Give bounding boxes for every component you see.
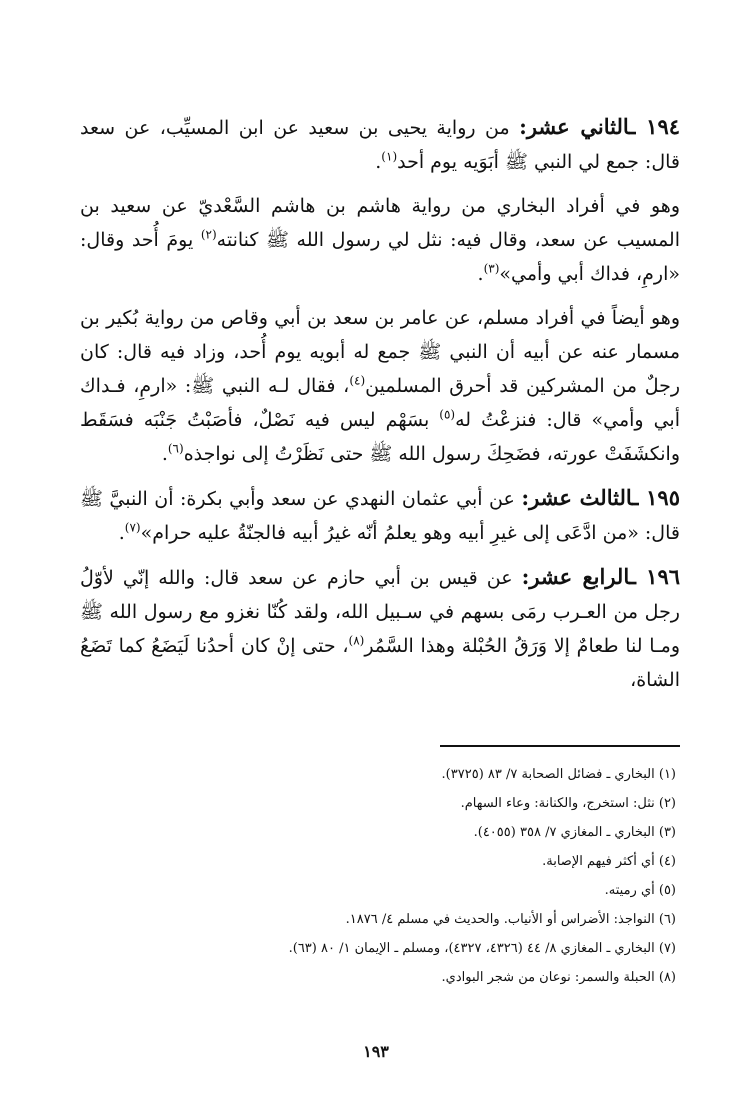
- footnote-ref: (٤): [349, 373, 366, 388]
- hadith-number: ١٩٤ ـ: [629, 114, 681, 139]
- paragraph-text: ، فقال لـه النبي ﷺ: «ارمِ، فـداك أبي وأمي» قال: فنزعْتُ له: [80, 375, 680, 431]
- paragraph-text: .: [161, 443, 168, 465]
- paragraph-text: .: [375, 151, 382, 173]
- hadith-heading: الثالث عشر:: [521, 485, 633, 510]
- footnote: (٤) أي أكثر فيهم الإصابة.: [542, 854, 676, 869]
- footnote-ref: (٦): [167, 441, 184, 456]
- footnote: (٣) البخاري ـ المغازي ٧/ ٣٥٨ (٤٠٥٥).: [473, 825, 676, 840]
- paragraph-text: عن قيس بن أبي حازم عن سعد قال: والله إنّي لأوّلُ رجل من العـرب رمَى بسهم في سـبيل الله، ولقد كُنّا نغزو مع رسول الله ﷺ ومـا لنا طعامٌ إلا وَرَقُ الحُبْلة وهذا السَّمُر: [80, 567, 681, 657]
- footnote: (٦) النواجذ: الأضراس أو الأنياب. والحديث في مسلم ٤/ ١٨٧٦.: [345, 912, 676, 927]
- page-number: ١٩٣: [363, 1042, 389, 1061]
- footnote-ref: (٢): [200, 227, 217, 242]
- footnote: (٧) البخاري ـ المغازي ٨/ ٤٤ (٤٣٢٦، ٤٣٢٧)، ومسلم ـ الإيمان ١/ ٨٠ (٦٣).: [288, 941, 676, 956]
- footnotes: [200, 760, 676, 992]
- footnote: (٢) نثل: استخرج، والكنانة: وعاء السهام.: [460, 796, 676, 811]
- hadith-heading: الرابع عشر:: [521, 564, 630, 589]
- paragraph-text: عن أبي عثمان النهدي عن سعد وأبي بكرة: أن النبيَّ ﷺ قال: «من ادَّعَى إلى غيرِ أبيه وهو يعلمُ أنّه غيرُ أبيه فالجنّةُ عليه حرام»: [80, 488, 680, 544]
- main-text: [80, 110, 680, 707]
- paragraph-text: .: [118, 522, 125, 544]
- hadith-number: ١٩٦ ـ: [629, 564, 681, 589]
- hadith-number: ١٩٥ ـ: [632, 485, 680, 510]
- paragraph-text: ، حتى إنْ كان أحدُنا لَيَضَعُ كما تَضَعُ الشاة،: [80, 635, 680, 691]
- paragraph-text: وهو في أفراد البخاري من رواية هاشم بن هاشم السَّعْديّ عن سعيد بن المسيب عن سعد، وقال فيه: نثل لي رسول الله ﷺ كنانته: [80, 195, 680, 251]
- footnote-ref: (٣): [483, 261, 500, 276]
- footnote: (١) البخاري ـ فضائل الصحابة ٧/ ٨٣ (٣٧٢٥).: [441, 767, 676, 782]
- footnote-ref: (١): [381, 149, 398, 164]
- footnote-divider: [440, 745, 680, 747]
- hadith-paragraph: [80, 560, 680, 697]
- footnote: (٨) الحبلة والسمر: نوعان من شجر البوادي.: [441, 970, 676, 985]
- paragraph-text: وهو أيضاً في أفراد مسلم، عن عامر بن سعد بن أبي وقاص من رواية بُكير بن مسمار عنه عن أبيه أن النبي ﷺ جمع له أبويه يوم أُحد، وزاد فيه قال: كان رجلٌ من المشركين قد أحرق المسلمين: [80, 307, 680, 397]
- paragraph-text: من رواية يحيى بن سعيد عن ابن المسيِّب، عن سعد قال: جمع لي النبي ﷺ أبَوَيه يوم أحد: [80, 117, 680, 173]
- footnote: (٥) أي رميته.: [604, 883, 676, 898]
- paragraph-text: بسَهْم ليس فيه نَصْلٌ، فأصَبْتُ جَنْبَه فسَقَط وانكشَفَتْ عورته، فضَحِكَ رسول الله ﷺ حتى نَظَرْتُ إلى نواجذه: [80, 409, 680, 465]
- footnote-ref: (٨): [348, 633, 365, 648]
- hadith-paragraph: [80, 481, 680, 550]
- hadith-paragraph: [80, 110, 680, 179]
- paragraph-text: يومَ أُحد وقال: «ارمِ، فداك أبي وأمي»: [80, 229, 680, 285]
- hadith-paragraph: [80, 189, 680, 291]
- hadith-heading: الثاني عشر:: [519, 114, 630, 139]
- hadith-paragraph: [80, 301, 680, 471]
- footnote-ref: (٧): [124, 520, 141, 535]
- paragraph-text: .: [477, 263, 484, 285]
- footnote-ref: (٥): [439, 407, 456, 422]
